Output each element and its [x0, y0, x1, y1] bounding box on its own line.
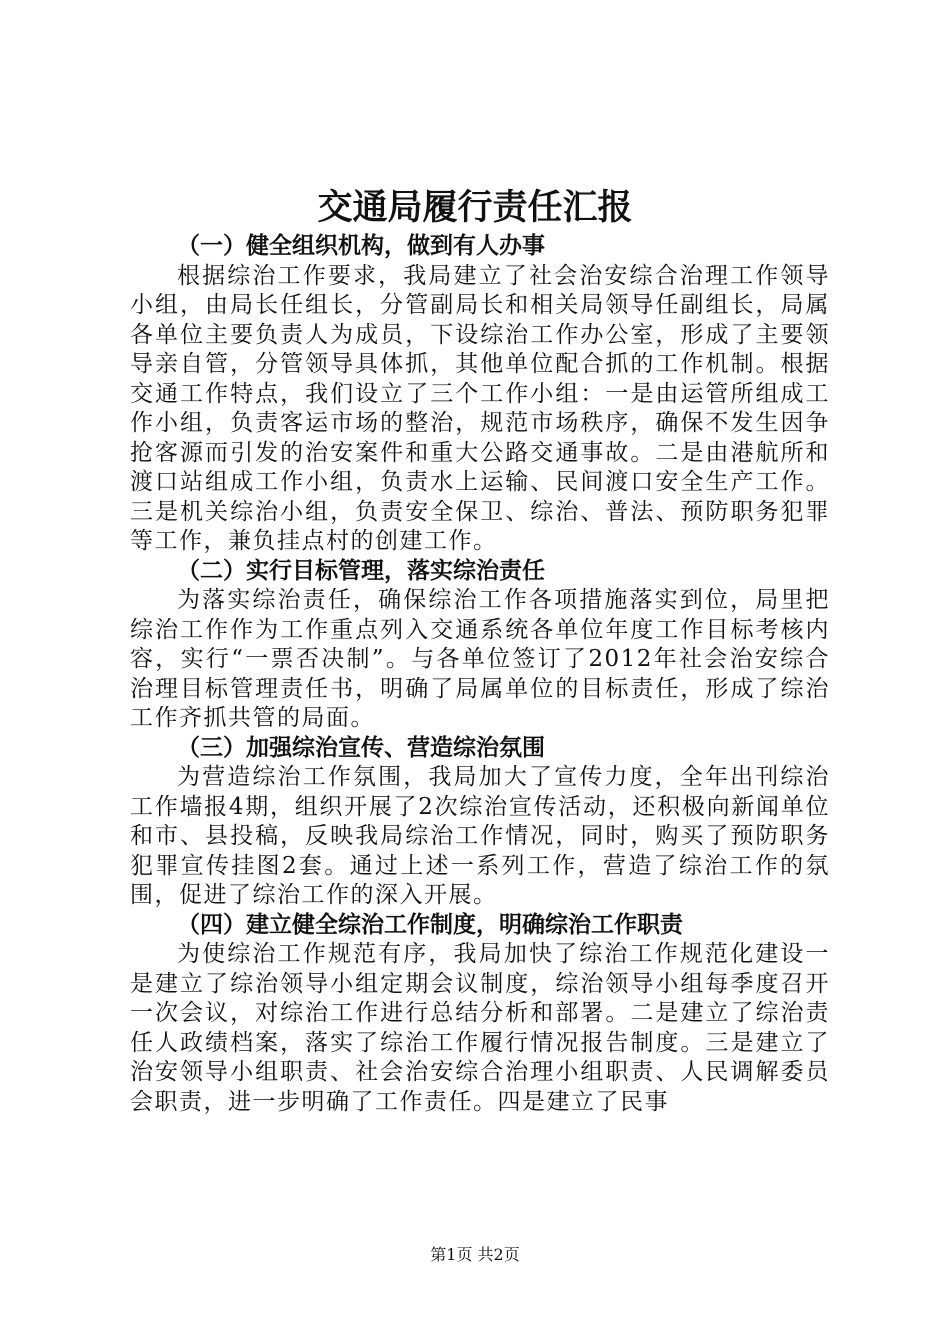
- page-number-footer: 第1页 共2页: [430, 1245, 520, 1264]
- section-heading: （三）加强综治宣传、营造综治氛围: [177, 734, 545, 761]
- section-heading: （四）建立健全综治工作制度，明确综治工作职责: [177, 911, 683, 938]
- section-paragraph: 为营造综治工作氛围，我局加大了宣传力度，全年出刊综治工作墙报4期，组织开展了2次综治宣传活动，还积极向新闻单位和市、县投稿，反映我局综治工作情况，同时，购买了预防职务犯罪宣传挂图2套。通过上述一系列工作，营造了综治工作的氛围，促进了综治工作的深入开展。: [130, 764, 830, 908]
- section-paragraph: 根据综治工作要求，我局建立了社会治安综合治理工作领导小组，由局长任组长，分管副局长和相关局领导任副组长，局属各单位主要负责人为成员，下设综治工作办公室，形成了主要领导亲自管，分管领导具体抓，其他单位配合抓的工作机制。根据交通工作特点，我们设立了三个工作小组：一是由运管所组成工作小组，负责客运市场的整治，规范市场秩序，确保不发生因争抢客源而引发的治安案件和重大公路交通事故。二是由港航所和渡口站组成工作小组，负责水上运输、民间渡口安全生产工作。三是机关综治小组，负责安全保卫、综治、普法、预防职务犯罪等工作，兼负挂点村的创建工作。: [130, 262, 830, 554]
- section-heading: （一）健全组织机构，做到有人办事: [177, 233, 545, 259]
- document-title: 交通局履行责任汇报: [317, 188, 633, 228]
- section-heading: （二）实行目标管理，落实综治责任: [177, 557, 545, 584]
- section-paragraph: 为落实综治责任，确保综治工作各项措施落实到位，局里把综治工作作为工作重点列入交通系统各单位年度工作目标考核内容，实行“一票否决制”。与各单位签订了2012年社会治安综合治理目标管理责任书，明确了局属单位的目标责任，形成了综治工作齐抓共管的局面。: [130, 587, 830, 731]
- section-4: [130, 911, 830, 1118]
- document-body: [130, 232, 830, 1117]
- section-2: [130, 557, 830, 734]
- section-3: [130, 734, 830, 911]
- section-paragraph: 为使综治工作规范有序，我局加快了综治工作规范化建设一是建立了综治领导小组定期会议制度，综治领导小组每季度召开一次会议，对综治工作进行总结分析和部署。二是建立了综治责任人政绩档案，落实了综治工作履行情况报告制度。三是建立了治安领导小组职责、社会治安综合治理小组职责、人民调解委员会职责，进一步明确了工作责任。四是建立了民事: [130, 941, 830, 1115]
- section-1: [130, 232, 830, 557]
